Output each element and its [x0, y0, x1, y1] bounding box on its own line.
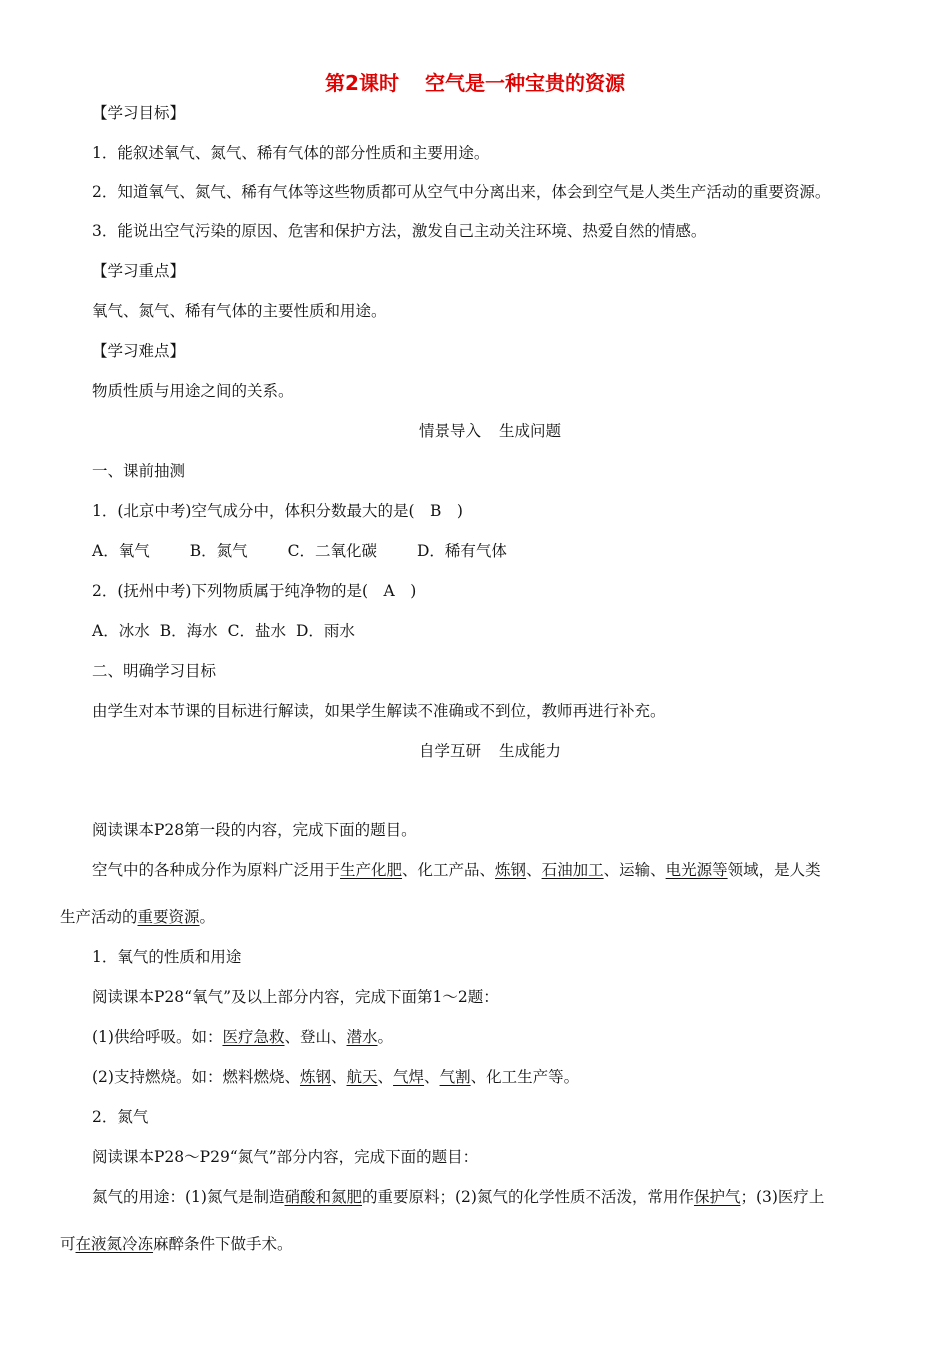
oxygen-heading: 1．氧气的性质和用途 — [92, 948, 242, 966]
oxygen-use-1 — [92, 1026, 393, 1048]
focus-text: 氧气、氮气、稀有气体的主要性质和用途。 — [92, 302, 387, 320]
air-use-line-2 — [60, 906, 215, 928]
question-2: 2．(抚州中考)下列物质属于纯净物的是( A ) — [92, 582, 417, 600]
blank-answer: 石油加工 — [541, 861, 604, 879]
title-topic: 空气是一种宝贵的资源 — [424, 71, 625, 95]
reading-instruction-1: 阅读课本P28第一段的内容，完成下面的题目。 — [92, 821, 417, 839]
objective-2: 2．知道氧气、氮气、稀有气体等这些物质都可从空气中分离出来，体会到空气是人类生产活动的重要资源。 — [92, 183, 831, 201]
blank-answer: 航天 — [346, 1068, 378, 1086]
nitrogen-heading: 2．氮气 — [92, 1108, 149, 1126]
text-run: (1)供给呼吸。如： — [92, 1028, 223, 1046]
text-run: 、运输、 — [603, 861, 666, 879]
text-run: 麻醉条件下做手术。 — [153, 1235, 293, 1253]
objective-3: 3．能说出空气污染的原因、危害和保护方法，激发自己主动关注环境、热爱自然的情感。 — [92, 222, 707, 240]
text-run: 、 — [526, 861, 542, 879]
text-run: 氮气的用途：(1)氮气是制造 — [92, 1188, 285, 1206]
section-heading-study: 自学互研 生成能力 — [418, 742, 562, 760]
goals-text: 由学生对本节课的目标进行解读，如果学生解读不准确或不到位，教师再进行补充。 — [92, 702, 666, 720]
difficulty-heading: 【学习难点】 — [92, 342, 186, 360]
blank-answer: 气割 — [439, 1068, 471, 1086]
reading-instruction-3: 阅读课本P28～P29“氮气”部分内容，完成下面的题目： — [92, 1148, 479, 1166]
text-run: 领域，是人类 — [727, 861, 821, 879]
nitrogen-use-line-1 — [92, 1186, 824, 1208]
blank-answer: 重要资源 — [137, 908, 200, 926]
option-d: D．雨水 — [295, 622, 355, 640]
text-run: 、化工生产等。 — [470, 1068, 580, 1086]
option-a: A．氧气 — [92, 542, 150, 560]
objective-1: 1．能叙述氧气、氮气、稀有气体的部分性质和主要用途。 — [92, 144, 490, 162]
blank-answer: 电光源等 — [665, 861, 728, 879]
oxygen-use-2 — [92, 1066, 579, 1088]
blank-answer: 在液氮冷冻 — [75, 1235, 154, 1253]
text-run: 。 — [199, 908, 216, 926]
blank-answer: 潜水 — [346, 1028, 378, 1046]
blank-answer: 硝酸和氮肥 — [284, 1188, 362, 1206]
reading-instruction-2: 阅读课本P28“氧气”及以上部分内容，完成下面第1～2题： — [92, 988, 499, 1006]
text-run: 生产活动的 — [60, 908, 138, 926]
question-1-options — [92, 540, 507, 562]
blank-answer: 气焊 — [393, 1068, 425, 1086]
text-run: 可 — [60, 1235, 76, 1253]
text-run: 。 — [377, 1028, 394, 1046]
text-run: 、 — [377, 1068, 394, 1086]
option-c: C．二氧化碳 — [287, 542, 377, 560]
air-use-line-1 — [92, 859, 821, 881]
section-heading-intro: 情景导入 生成问题 — [418, 422, 562, 440]
option-b: B．海水 — [159, 622, 218, 640]
objectives-heading: 【学习目标】 — [92, 104, 186, 122]
question-1: 1．(北京中考)空气成分中，体积分数最大的是( B ) — [92, 502, 463, 520]
option-d: D．稀有气体 — [416, 542, 507, 560]
page-title — [0, 70, 950, 96]
text-run: 空气中的各种成分作为原料广泛用于 — [92, 861, 341, 879]
blank-answer: 生产化肥 — [340, 861, 403, 879]
blank-answer: 炼钢 — [495, 861, 527, 879]
nitrogen-use-line-2 — [60, 1233, 293, 1255]
blank-answer: 医疗急救 — [222, 1028, 285, 1046]
option-a: A．冰水 — [92, 622, 150, 640]
question-2-options — [92, 620, 355, 642]
difficulty-text: 物质性质与用途之间的关系。 — [92, 382, 294, 400]
text-run: 、化工产品、 — [402, 861, 496, 879]
text-run: 、登山、 — [284, 1028, 347, 1046]
option-c: C．盐水 — [227, 622, 286, 640]
goals-heading: 二、明确学习目标 — [92, 662, 217, 680]
focus-heading: 【学习重点】 — [92, 262, 186, 280]
option-b: B．氮气 — [189, 542, 248, 560]
text-run: 的重要原料；(2)氮气的化学性质不活泼，常用作 — [361, 1188, 694, 1206]
blank-answer: 保护气 — [693, 1188, 741, 1206]
blank-answer: 炼钢 — [299, 1068, 331, 1086]
text-run: 、 — [330, 1068, 347, 1086]
text-run: (2)支持燃烧。如：燃料燃烧、 — [92, 1068, 300, 1086]
text-run: ；(3)医疗上 — [740, 1188, 825, 1206]
pretest-heading: 一、课前抽测 — [92, 462, 186, 480]
text-run: 、 — [424, 1068, 440, 1086]
title-lesson: 第2课时 — [325, 71, 399, 95]
